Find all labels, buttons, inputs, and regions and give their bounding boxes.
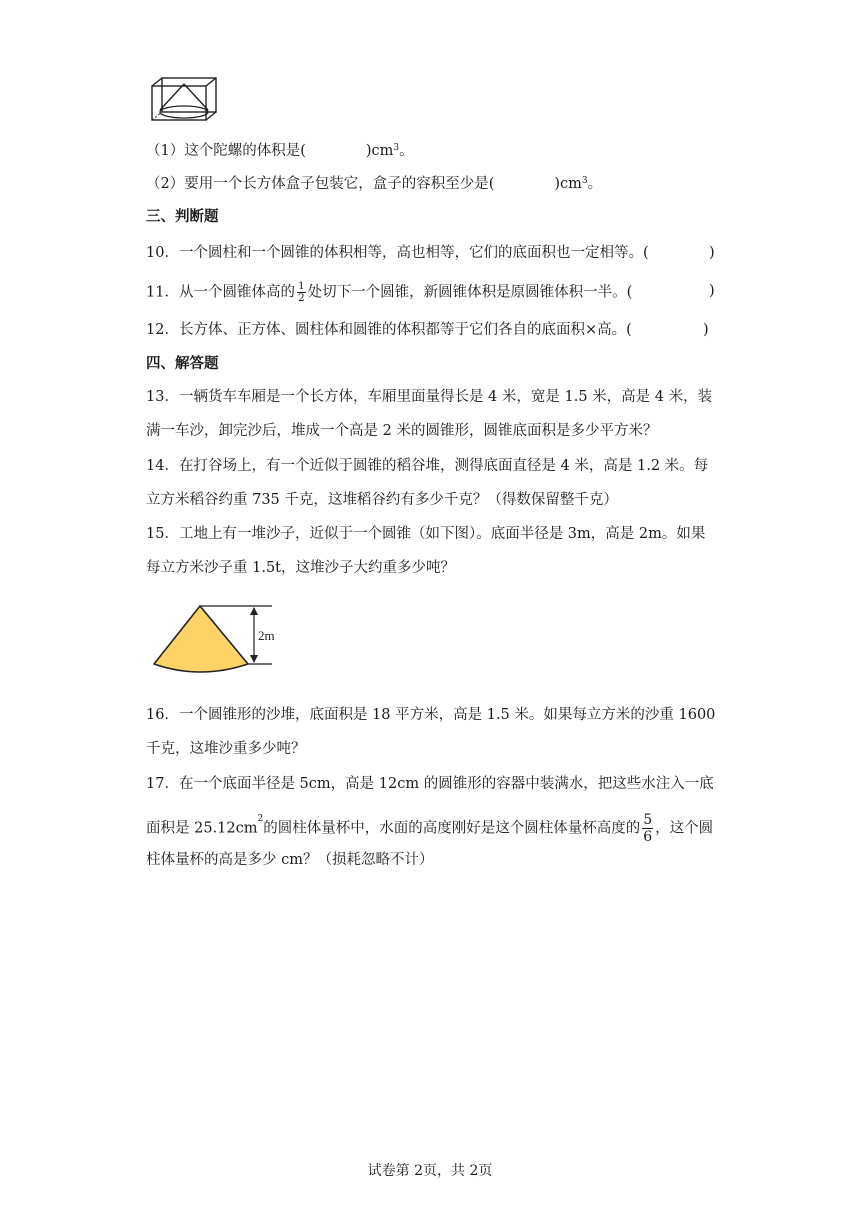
q16-line1: 16．一个圆锥形的沙堆，底面积是 18 平方米，高是 1.5 米。如果每立方米的沙重 1600 (146, 707, 716, 723)
q17-line3: 柱体量杯的高是多少 cm？（损耗忽略不计） (146, 852, 434, 868)
q9-part2: （2）要用一个长方体盒子包装它，盒子的容积至少是( )$cm^3$。 (146, 176, 603, 192)
fraction-one-half: $\frac{1}{2}$ (297, 280, 305, 304)
q14-line2: 立方米稻谷约重 735 千克，这堆稻谷约有多少千克？（得数保留整千克） (146, 492, 618, 508)
sand-cone-figure (150, 602, 290, 674)
question-11: 11．从一个圆锥体高的 $\frac{1}{2}$ 处切下一个圆锥，新圆锥体积是原圆锥体积一半。( (146, 280, 633, 304)
q9-part1: （1）这个陀螺的体积是( )$cm^3$。 (146, 143, 414, 159)
q10-close-paren: ) (709, 245, 715, 261)
page-footer: 试卷第 2页，共 2页 (367, 1163, 493, 1179)
q13-line1: 13．一辆货车车厢是一个长方体，车厢里面量得长是 4 米，宽是 1.5 米，高是 4 米，装 (146, 389, 713, 405)
q17-line1: 17．在一个底面半径是 5cm，高是 12cm 的圆锥形的容器中装满水，把这些水注入一底 (146, 776, 714, 792)
cuboid-cone-figure (150, 76, 220, 122)
q17-line2: 面积是 $25.12cm^2$的圆柱体量杯中，水面的高度刚好是这个圆柱体量杯高度的 $\frac{5}{6}$ ，这个圆 (146, 812, 714, 845)
fraction-five-sixths: $\frac{5}{6}$ (643, 812, 653, 845)
q14-line1: 14．在打谷场上，有一个近似于圆锥的稻谷堆，测得底面直径是 4 米，高是 1.2 米。每 (146, 458, 709, 474)
question-10: 10．一个圆柱和一个圆锥的体积相等，高也相等，它们的底面积也一定相等。( (146, 245, 649, 261)
q11-close-paren: ) (709, 283, 715, 299)
question-12: 12．长方体、正方体、圆柱体和圆锥的体积都等于它们各自的底面积×高。( (146, 322, 632, 338)
q15-line2: 每立方米沙子重 1.5t，这堆沙子大约重多少吨？ (146, 560, 455, 576)
q16-line2: 千克，这堆沙重多少吨？ (146, 741, 306, 757)
section-heading-judgement: 三、判断题 (146, 208, 219, 225)
q13-line2: 满一车沙，卸完沙后，堆成一个高是 2 米的圆锥形，圆锥底面积是多少平方米？ (146, 423, 658, 439)
q15-line1: 15．工地上有一堆沙子，近似于一个圆锥（如下图）。底面半径是 3m，高是 2m。如果 (146, 526, 706, 542)
height-label: 2m (258, 628, 275, 643)
q12-close-paren: ) (703, 322, 709, 338)
section-heading-solve: 四、解答题 (146, 355, 219, 372)
